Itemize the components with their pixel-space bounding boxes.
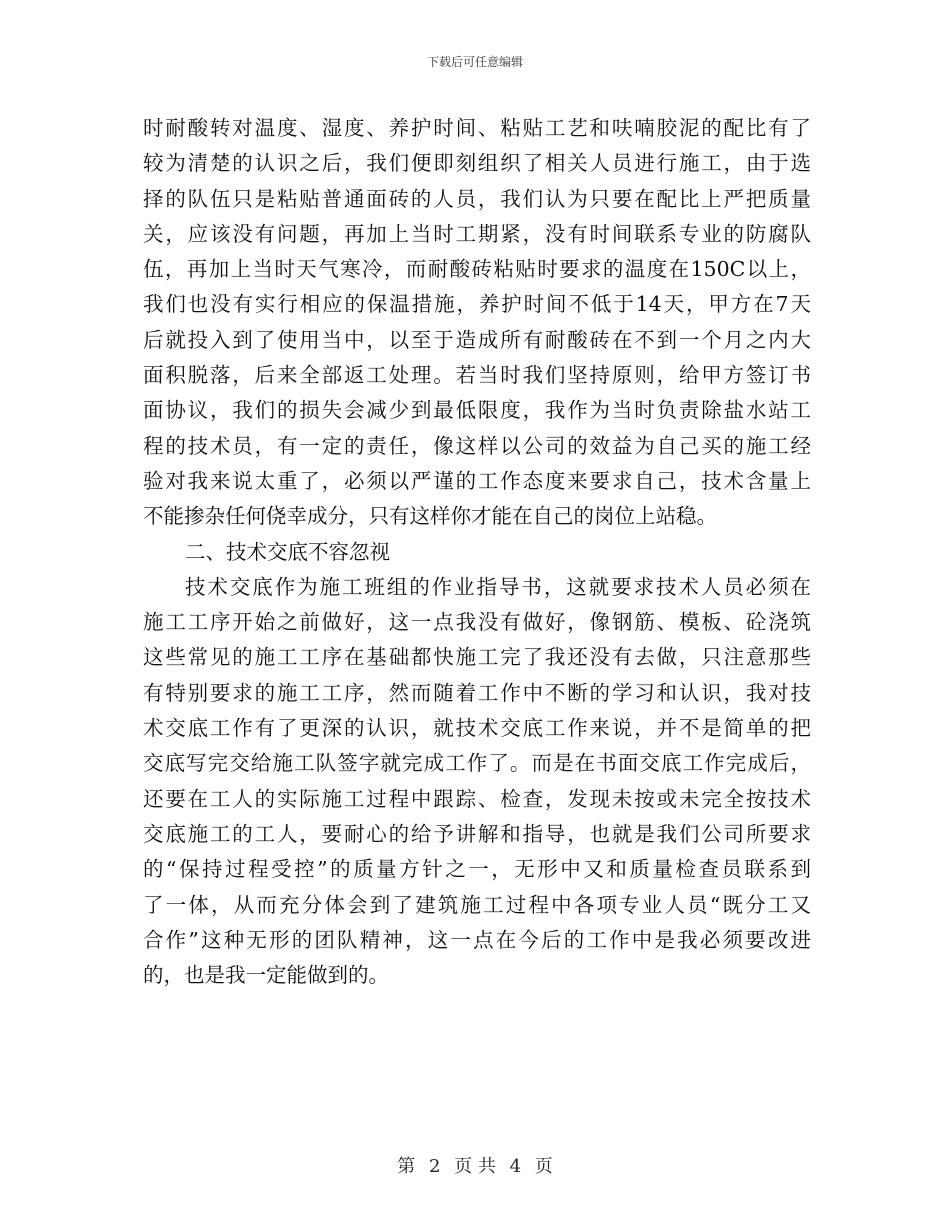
text-line: 后就投入到了使用当中，以至于造成所有耐酸砖在不到一个月之内大 (143, 327, 811, 352)
text-line: 的“保持过程受控”的质量方针之一，无形中又和质量检查员联系到 (143, 857, 811, 882)
text-line: 交底写完交给施工队签字就完成工作了。而是在书面交底工作完成后， (143, 751, 811, 776)
text-line: 还要在工人的实际施工过程中跟踪、检查，发现未按或未完全按技术 (143, 786, 811, 811)
text-line: 验对我来说太重了，必须以严谨的工作态度来要求自己，技术含量上 (143, 468, 811, 493)
footer-suffix: 页 (534, 1156, 553, 1177)
text-line: 时耐酸转对温度、湿度、养护时间、粘贴工艺和呋喃胶泥的配比有了 (143, 116, 811, 140)
text-line: 的，也是我一定能做到的。 (143, 963, 389, 988)
total-page-count: 4 (509, 1156, 522, 1177)
current-page-number: 2 (428, 1156, 441, 1177)
heading-line: 二、技术交底不容忽视 (185, 539, 390, 564)
text-line: 合作”这种无形的团队精神，这一点在今后的工作中是我必须要改进 (143, 927, 811, 952)
page-header-note: 下载后可任意编辑 (426, 55, 523, 69)
text-line: 关，应该没有问题，再加上当时工期紧，没有时间联系专业的防腐队 (143, 221, 811, 246)
text-line: 有特别要求的施工工序，然而随着工作中不断的学习和认识，我对技 (143, 680, 811, 705)
text-line: 交底施工的工人，要耐心的给予讲解和指导，也就是我们公司所要求 (143, 821, 811, 846)
text-line: 施工工序开始之前做好，这一点我没有做好，像钢筋、模板、砼浇筑 (143, 610, 811, 635)
text-line: 我们也没有实行相应的保温措施，养护时间不低于14天，甲方在7天 (143, 292, 811, 317)
text-line: 择的队伍只是粘贴普通面砖的人员，我们认为只要在配比上严把质量 (143, 186, 811, 211)
text-line: 程的技术员，有一定的责任，像这样以公司的效益为自己买的施工经 (143, 433, 811, 458)
text-line: 这些常见的施工工序在基础都快施工完了我还没有去做，只注意那些 (143, 645, 811, 670)
text-line: 不能掺杂任何侥幸成分，只有这样你才能在自己的岗位上站稳。 (143, 504, 717, 529)
paragraph-1 (143, 111, 811, 535)
text-line: 伍，再加上当时天气寒冷，而耐酸砖粘贴时要求的温度在150C以上， (143, 257, 811, 282)
text-line: 面积脱落，后来全部返工处理。若当时我们坚持原则，给甲方签订书 (143, 363, 811, 388)
text-line: 了一体，从而充分体会到了建筑施工过程中各项专业人员“既分工又 (143, 892, 811, 917)
text-line: 较为清楚的认识之后，我们便即刻组织了相关人员进行施工，由于选 (143, 151, 811, 176)
text-line: 术交底工作有了更深的认识，就技术交底工作来说，并不是简单的把 (143, 716, 811, 741)
page-footer (0, 1152, 950, 1178)
section-heading (143, 535, 811, 570)
text-line: 技术交底作为施工班组的作业指导书，这就要求技术人员必须在 (185, 574, 811, 599)
paragraph-2 (143, 570, 811, 994)
footer-prefix: 第 (397, 1156, 416, 1177)
document-body (143, 111, 811, 993)
footer-middle: 页 共 (454, 1156, 496, 1177)
text-line: 面协议，我们的损失会减少到最低限度，我作为当时负责除盐水站工 (143, 398, 811, 423)
